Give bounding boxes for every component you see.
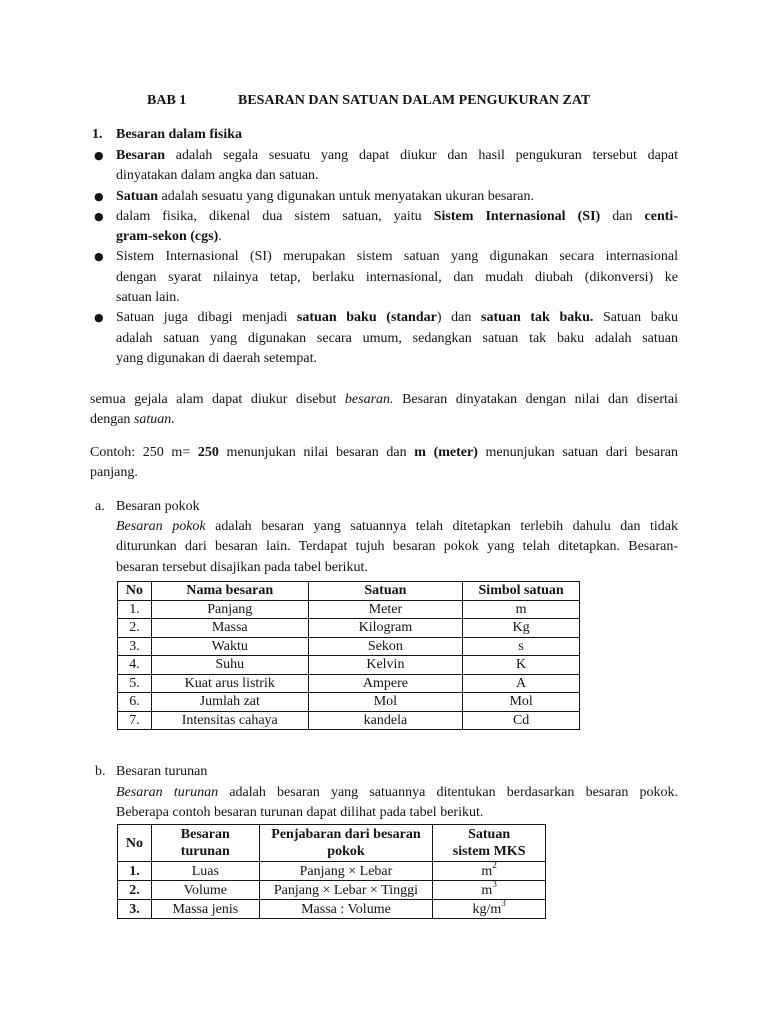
bold-text: Satuan <box>116 188 159 204</box>
bullet-item <box>94 146 678 187</box>
text-line <box>90 390 678 410</box>
subheading-letter: b. <box>95 764 106 779</box>
bullet-item <box>94 207 678 248</box>
text-run: besaran tersebut disajikan pada tabel berikut. <box>116 559 368 575</box>
cell-penjabaran: Massa : Volume <box>259 900 433 919</box>
chapter-number: BAB 1 <box>147 93 187 108</box>
unit-base: m <box>481 863 493 879</box>
column-header-no <box>118 825 152 862</box>
cell-nama-besaran: Suhu <box>151 656 308 675</box>
chapter-title <box>0 91 768 112</box>
cell-satuan: Kilogram <box>308 619 463 638</box>
table-row <box>118 900 546 919</box>
text-run: dalam fisika, dikenal dua sistem satuan, yaitu <box>116 208 434 224</box>
text-line <box>116 517 678 537</box>
text-line <box>116 803 678 823</box>
header-line: No <box>125 835 144 851</box>
cell-nama-besaran: Massa <box>151 619 308 638</box>
text-line <box>116 308 678 328</box>
bullet-dot-icon: ● <box>94 311 104 325</box>
bullet-text <box>116 207 678 248</box>
cell-no: 2. <box>118 619 152 638</box>
cell-no: 6. <box>118 693 152 712</box>
cell-nama-besaran: Panjang <box>151 600 308 619</box>
column-header-penjabaran <box>259 825 433 862</box>
text-line <box>90 443 678 463</box>
text-run: adalah sesuatu yang digunakan untuk menyatakan ukuran besaran. <box>158 188 534 204</box>
text-line <box>90 410 678 430</box>
text-run: Satuan juga dibagi menjadi <box>116 310 297 326</box>
text-run: adalah besaran yang satuannya telah ditetapkan terlebih dahulu dan tidak <box>205 519 678 534</box>
text-line <box>116 207 678 227</box>
header-line: turunan <box>180 844 230 859</box>
column-header-nama-besaran: Nama besaran <box>151 582 308 601</box>
text-line <box>116 247 678 267</box>
cell-satuan: Meter <box>308 600 463 619</box>
section-number: 1. <box>92 127 103 142</box>
italic-text: besaran. <box>344 392 394 407</box>
text-run: . <box>218 229 222 245</box>
paragraph-besaran <box>90 390 678 431</box>
bold-text: gram-sekon (cgs) <box>116 229 219 245</box>
besaran-pokok-paragraph <box>116 517 678 578</box>
text-run: satuan lain. <box>116 290 180 306</box>
unit-base: m <box>481 882 493 898</box>
bullet-text <box>116 187 678 207</box>
cell-penjabaran: Panjang × Lebar <box>259 862 433 881</box>
text-run: adalah besaran yang satuannya ditentukan berdasarkan besaran pokok. <box>218 785 678 800</box>
text-run: dengan <box>90 412 134 428</box>
text-run: Sistem Internasional (SI) merupakan sistem satuan yang digunakan secara internasional <box>116 249 678 265</box>
text-line <box>116 268 678 288</box>
text-run: Beberapa contoh besaran turunan dapat dilihat pada tabel berikut. <box>116 805 484 821</box>
cell-nama-besaran: Jumlah zat <box>151 693 308 712</box>
cell-satuan: Ampere <box>308 674 463 693</box>
bold-text: satuan baku (standar <box>296 310 437 326</box>
header-line: pokok <box>327 844 365 859</box>
cell-simbol: m <box>463 600 580 619</box>
text-run: ) dan <box>436 310 482 326</box>
text-run: Contoh: 250 m= <box>90 445 198 460</box>
unit-exponent: 2 <box>492 859 497 870</box>
table-row <box>118 656 580 675</box>
bold-text: m (meter) <box>414 445 478 460</box>
bold-text: Sistem Internasional (SI) <box>433 208 601 224</box>
text-line <box>116 227 678 247</box>
table-row <box>118 619 580 638</box>
column-header-satuan-mks <box>433 825 546 862</box>
cell-besaran-turunan: Massa jenis <box>151 900 259 919</box>
table-row <box>118 600 580 619</box>
text-run: Satuan baku <box>593 310 678 326</box>
cell-simbol: K <box>463 656 580 675</box>
cell-simbol: s <box>463 637 580 656</box>
bold-text: Besaran <box>116 148 165 163</box>
header-line: sistem MKS <box>452 844 526 859</box>
header-line: Besaran <box>180 827 230 842</box>
cell-penjabaran: Panjang × Lebar × Tinggi <box>259 881 433 900</box>
cell-no: 4. <box>118 656 152 675</box>
text-line <box>116 558 678 578</box>
besaran-turunan-table <box>117 824 546 919</box>
italic-text: Besaran turunan <box>116 785 219 800</box>
text-line <box>116 349 678 369</box>
cell-no: 3. <box>118 900 152 919</box>
text-run: adalah satuan yang digunakan secara umum, sedangkan satuan tak baku adalah satuan <box>116 330 678 346</box>
bullet-text <box>116 308 678 369</box>
besaran-turunan-paragraph <box>116 783 678 824</box>
table-row <box>118 693 580 712</box>
cell-no: 3. <box>118 637 152 656</box>
besaran-pokok-table <box>117 581 580 730</box>
text-run: dengan syarat nilainya tetap, berlaku internasional, dan mudah diubah (dikonversi) ke <box>116 269 678 285</box>
cell-satuan-mks <box>433 859 546 881</box>
cell-simbol: A <box>463 674 580 693</box>
bullet-text <box>116 247 678 308</box>
text-run: panjang. <box>90 465 138 481</box>
header-line: Penjabaran dari besaran <box>271 827 421 842</box>
cell-no: 5. <box>118 674 152 693</box>
column-header-besaran-turunan <box>151 825 259 862</box>
cell-satuan: Sekon <box>308 637 463 656</box>
cell-nama-besaran: Kuat arus listrik <box>151 674 308 693</box>
text-line <box>116 783 678 803</box>
subheading-letter: a. <box>95 499 105 514</box>
bullet-dot-icon: ● <box>94 189 104 203</box>
header-line: Satuan <box>468 827 511 842</box>
bullet-item <box>94 247 678 308</box>
bold-text: centi- <box>644 208 678 224</box>
subheading-label: Besaran turunan <box>116 764 208 779</box>
text-line <box>116 288 678 308</box>
italic-text: satuan. <box>133 412 175 428</box>
cell-satuan: kandela <box>308 711 463 730</box>
bullet-dot-icon: ● <box>94 250 104 264</box>
text-line <box>116 187 678 207</box>
cell-simbol: Kg <box>463 619 580 638</box>
table-row <box>118 674 580 693</box>
table-row <box>118 862 546 881</box>
text-run: semua gejala alam dapat diukur disebut <box>90 392 345 407</box>
cell-nama-besaran: Waktu <box>151 637 308 656</box>
bullet-item <box>94 187 678 207</box>
subheading-label: Besaran pokok <box>116 499 200 514</box>
table-row <box>118 637 580 656</box>
bullet-text <box>116 146 678 187</box>
text-run: dinyatakan dalam angka dan satuan. <box>116 168 319 184</box>
cell-no: 7. <box>118 711 152 730</box>
text-line <box>116 166 678 186</box>
table-header-row <box>118 825 546 862</box>
text-run: menunjukan nilai besaran dan <box>218 445 415 460</box>
chapter-title-text: BESARAN DAN SATUAN DALAM PENGUKURAN ZAT <box>238 93 591 108</box>
unit-exponent: 3 <box>501 897 506 908</box>
cell-satuan-mks <box>433 897 546 919</box>
text-line <box>116 146 678 166</box>
unit-base: kg/m <box>472 901 502 917</box>
unit-exponent: 3 <box>492 878 497 889</box>
text-line <box>116 329 678 349</box>
cell-simbol: Mol <box>463 693 580 712</box>
bullet-item <box>94 308 678 369</box>
cell-besaran-turunan: Volume <box>151 881 259 900</box>
text-run: yang digunakan di daerah setempat. <box>116 350 317 366</box>
cell-no: 2. <box>118 881 152 900</box>
column-header-simbol-satuan: Simbol satuan <box>463 582 580 601</box>
bold-text: satuan tak baku. <box>481 310 594 326</box>
table-row <box>118 711 580 730</box>
text-run: Besaran dinyatakan dengan nilai dan disertai <box>393 392 678 407</box>
bullet-dot-icon: ● <box>94 149 104 162</box>
text-line <box>116 537 678 557</box>
cell-nama-besaran: Intensitas cahaya <box>151 711 308 730</box>
cell-satuan: Mol <box>308 693 463 712</box>
column-header-satuan: Satuan <box>308 582 463 601</box>
cell-no: 1. <box>118 862 152 881</box>
bullet-dot-icon: ● <box>94 209 104 223</box>
text-line <box>90 463 678 483</box>
text-run: dan <box>600 208 645 224</box>
table-row <box>118 881 546 900</box>
cell-besaran-turunan: Luas <box>151 862 259 881</box>
cell-no: 1. <box>118 600 152 619</box>
paragraph-contoh <box>90 443 678 484</box>
table-header-row <box>118 582 580 601</box>
text-run: adalah segala sesuatu yang dapat diukur dan hasil pengukuran tersebut dapat <box>165 148 678 163</box>
cell-satuan-mks <box>433 878 546 900</box>
italic-text: Besaran pokok <box>116 519 206 534</box>
text-run: menunjukan satuan dari besaran <box>477 445 679 460</box>
section-title: Besaran dalam fisika <box>116 127 243 142</box>
text-run: diturunkan dari besaran lain. Terdapat tujuh besaran pokok yang telah ditetapkan. Besaran- <box>116 539 678 555</box>
bold-text: 250 <box>197 445 219 460</box>
cell-satuan: Kelvin <box>308 656 463 675</box>
column-header-no: No <box>118 582 152 601</box>
definition-bullet-list <box>94 146 678 369</box>
cell-simbol: Cd <box>463 711 580 730</box>
